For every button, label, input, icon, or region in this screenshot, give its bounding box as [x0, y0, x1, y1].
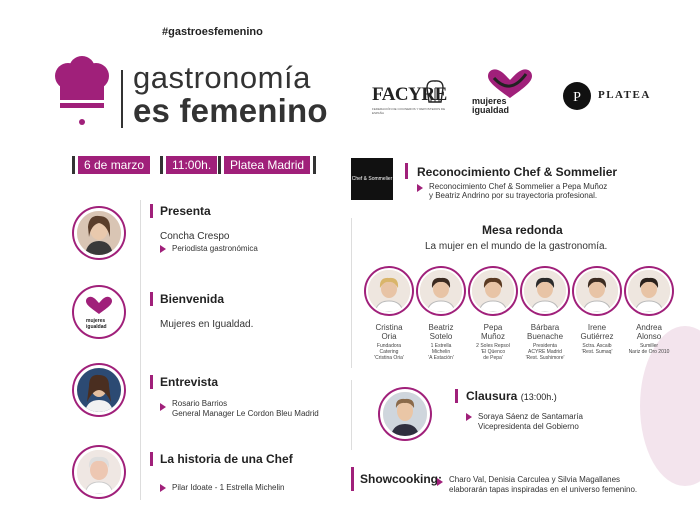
recognition-line1: Reconocimiento Chef & Sommelier a Pepa Muñoz	[429, 182, 608, 191]
bienvenida-title: Bienvenida	[160, 292, 225, 306]
presenta-title: Presenta	[160, 204, 211, 218]
bullet-icon	[160, 484, 166, 492]
recognition-line2: y Beatriz Andrino por su trayectoria profesional.	[429, 191, 598, 200]
entrevista-name: Rosario Barrios	[172, 399, 228, 408]
event-date: 6 de marzo	[78, 156, 150, 174]
panelist-surname: Sotelo	[429, 332, 453, 341]
panelist-description: Michelin	[431, 349, 451, 355]
historia-title: La historia de una Chef	[160, 452, 293, 466]
panelist-name: Andrea	[636, 323, 662, 332]
clausura-line1: Soraya Sáenz de Santamaría	[478, 412, 583, 421]
panelist-avatar	[470, 268, 516, 314]
panelist-description: Sctra. Ascaib	[582, 343, 612, 349]
tag-divider	[218, 156, 221, 174]
facyre-logo: FACYRE	[372, 84, 447, 105]
mesa-subtitle: La mujer en el mundo de la gastronomía.	[425, 241, 608, 252]
avatar-historia	[74, 447, 124, 497]
showcooking-line2: elaborarán tapas inspiradas en el universo femenino.	[449, 485, 638, 494]
svg-text:mujeres: mujeres	[86, 318, 106, 324]
clausura-title-wrap	[466, 389, 557, 403]
igualdad-label: igualdad	[472, 105, 510, 115]
section-marker	[150, 375, 153, 389]
section-marker	[150, 292, 153, 306]
panelist-description: 'Rest. Sumaq'	[581, 349, 613, 355]
platea-logo-icon	[563, 82, 591, 110]
section-marker	[455, 389, 458, 403]
tag-divider	[160, 156, 163, 174]
panelist-description: 'A Estación'	[428, 355, 454, 361]
facyre-subtitle: FEDERACIÓN DE COCINEROS Y REPOSTEROS DE ESPAÑA	[372, 107, 446, 115]
panelist-description: de Pepa'	[483, 355, 503, 361]
panelist-description: Fundadora	[376, 343, 402, 349]
avatar-presenta	[74, 208, 124, 258]
clausura-title: Clausura	[466, 389, 518, 403]
svg-text:P: P	[573, 90, 581, 105]
bienvenida-name: Mujeres en Igualdad.	[160, 319, 254, 330]
panelist-description: Sumiller	[639, 343, 659, 349]
avatar-bienvenida	[74, 287, 124, 337]
panelist-description: Catering	[379, 349, 399, 355]
timeline-line	[140, 200, 141, 500]
tag-divider	[72, 156, 75, 174]
panelist-name: Bárbara	[530, 323, 560, 332]
event-time: 11:00h.	[166, 156, 217, 174]
panelist-name: Pepa	[483, 323, 503, 332]
svg-text:igualdad: igualdad	[86, 324, 107, 330]
panelist-description: 'El Qüenco	[480, 349, 506, 355]
entrevista-title: Entrevista	[160, 375, 219, 389]
bullet-icon	[466, 413, 472, 421]
mujeres-label: mujeres	[472, 96, 507, 106]
toque-icon	[424, 78, 446, 108]
event-venue: Platea Madrid	[224, 156, 310, 174]
chef-sommelier-logo-text: Chef & Sommelier	[351, 176, 393, 182]
panelist-description: Nariz de Oro 2010	[628, 349, 670, 355]
panelist-avatar	[626, 268, 672, 314]
chef-sommelier-logo	[351, 158, 393, 200]
title-divider	[121, 70, 123, 128]
showcooking-label: Showcooking:	[360, 472, 442, 486]
bullet-icon	[437, 478, 443, 486]
panelist-description: 'Rest. Sushimore'	[525, 355, 565, 361]
panelist-avatar	[522, 268, 568, 314]
section-marker	[405, 163, 408, 179]
panelist-description: 2 Soles Repsol	[476, 343, 510, 349]
historia-detail: Pilar Idoate - 1 Estrella Michelin	[172, 483, 285, 492]
section-marker	[150, 452, 153, 466]
presenta-name: Concha Crespo	[160, 231, 230, 242]
hashtag: #gastroesfemenino	[162, 26, 263, 38]
section-marker	[351, 467, 354, 491]
bullet-icon	[417, 184, 423, 192]
panelist-description: Presidenta	[533, 343, 557, 349]
presenta-detail: Periodista gastronómica	[172, 244, 258, 253]
bullet-icon	[160, 245, 166, 253]
clausura-time: (13:00h.)	[520, 392, 557, 402]
panelist-avatar	[418, 268, 464, 314]
showcooking-line1: Charo Val, Denisia Carculea y Silvia Magallanes	[449, 475, 621, 484]
panelist-surname: Muñoz	[480, 332, 505, 341]
avatar-entrevista	[74, 365, 124, 415]
panelist-surname: Alonso	[636, 332, 662, 341]
clausura-line2: Vicepresidenta del Gobierno	[478, 422, 579, 431]
entrevista-detail: General Manager Le Cordon Bleu Madrid	[172, 409, 319, 418]
panelist-surname: Gutiérrez	[580, 332, 614, 341]
panelist-name: Cristina	[375, 323, 403, 332]
panelist-description: 'Cristina Oria'	[374, 355, 404, 361]
mujeres-igualdad-logo	[472, 97, 509, 115]
mesa-divider	[351, 218, 352, 368]
panelist-avatar	[366, 268, 412, 314]
title-line2: es femenino	[133, 92, 328, 129]
avatar-clausura	[380, 389, 430, 439]
title-line1: gastronomía	[133, 60, 311, 95]
chef-hat-icon	[52, 56, 112, 126]
clausura-divider	[351, 380, 352, 450]
platea-logo: PLATEA	[598, 89, 651, 101]
panelist-surname: Buenache	[526, 332, 564, 341]
panelist-avatar	[574, 268, 620, 314]
panelist-name: Irene	[587, 323, 607, 332]
panelist-description: 1 Estrella	[430, 343, 452, 349]
panelist-surname: Oria	[381, 332, 397, 341]
panelist-description: ACYRE Madrid	[528, 349, 562, 355]
recognition-title: Reconocimiento Chef & Sommelier	[417, 165, 618, 179]
mesa-title: Mesa redonda	[482, 223, 563, 237]
panelist-name: Beatriz	[428, 323, 454, 332]
section-marker	[150, 204, 153, 218]
bullet-icon	[160, 403, 166, 411]
tag-divider	[313, 156, 316, 174]
